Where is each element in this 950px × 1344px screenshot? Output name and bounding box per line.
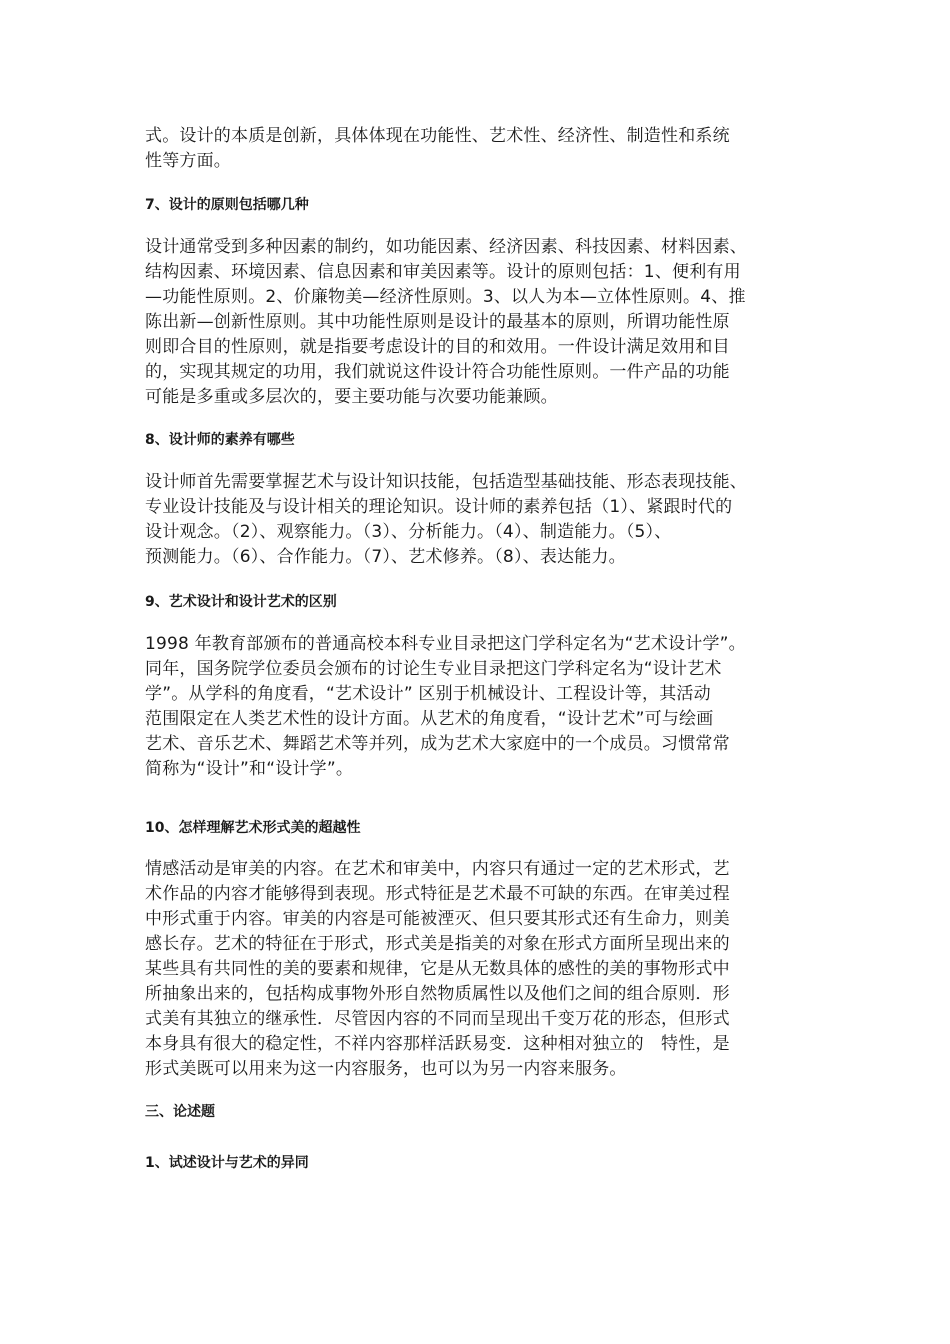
heading-essay-question-1: 1、试述设计与艺术的异同: [145, 1155, 309, 1171]
paragraph-form-beauty: 情感活动是审美的内容。在艺术和审美中，内容只有通过一定的艺术形式，艺 术作品的内容才能够得到表现。形式特征是艺术最不可缺的东西。在审美过程 中形式重于内容。审美的内容是可能被湮灭、但只要其形式还有生命力，则美 感长存。艺术的特征在于形式，形式美是指美的对象在形式方面所呈现出来的 某些具有共同性的美的要素和规律，它是从无数具体的感性的美的事物形式中 所抽象出来的，包括构成事物外形自然物质属性以及他们之间的组合原则．形 式美有其独立的继承性．尽管因内容的不同而呈现出千变万花的形态，但形式 本身具有很大的稳定性，不祥内容那样活跃易变．这种相对独立的 特性，是 形式美既可以用来为这一内容服务，也可以为另一内容来服务。: [145, 859, 730, 1079]
heading-section-essay: 三、论述题: [145, 1104, 215, 1120]
paragraph-design-essence: 式。设计的本质是创新，具体体现在功能性、艺术性、经济性、制造性和系统 性等方面。: [145, 126, 730, 171]
heading-designer-qualities: 8、设计师的素养有哪些: [145, 432, 295, 448]
paragraph-art-design-difference: 1998 年教育部颁布的普通高校本科专业目录把这门学科定名为“艺术设计学”。 同年，国务院学位委员会颁布的讨论生专业目录把这门学科定名为“设计艺术 学”。从学科的角度看，“艺术设计” 区别于机械设计、工程设计等，其活动 范围限定在人类艺术性的设计方面。从艺术的角度看，“设计艺术”可与绘画 艺术、音乐艺术、舞蹈艺术等并列，成为艺术大家庭中的一个成员。习惯常常 简称为“设计”和“设计学”。: [145, 634, 746, 779]
heading-form-beauty: 10、怎样理解艺术形式美的超越性: [145, 820, 361, 836]
paragraph-design-principles: 设计通常受到多种因素的制约，如功能因素、经济因素、科技因素、材料因素、 结构因素、环境因素、信息因素和审美因素等。设计的原则包括：1、便利有用 —功能性原则。2、价廉物美—经济性原则。3、以人为本—立体性原则。4、推 陈出新—创新性原则。其中功能性原则是设计的最基本的原则，所谓功能性原 则即合目的性原则，就是指要考虑设计的目的和效用。一件设计满足效用和目 的，实现其规定的功用，我们就说这件设计符合功能性原则。一件产品的功能 可能是多重或多层次的，要主要功能与次要功能兼顾。: [145, 237, 747, 407]
heading-design-principles: 7、设计的原则包括哪几种: [145, 197, 309, 213]
paragraph-designer-qualities: 设计师首先需要掌握艺术与设计知识技能，包括造型基础技能、形态表现技能、 专业设计技能及与设计相关的理论知识。设计师的素养包括（1）、紧跟时代的 设计观念。（2）、观察能力。（3）、分析能力。（4）、制造能力。（5）、 预测能力。（6）、合作能力。（7）、艺术修养。（8）、表达能力。: [145, 472, 747, 567]
heading-art-design-difference: 9、艺术设计和设计艺术的区别: [145, 594, 337, 610]
